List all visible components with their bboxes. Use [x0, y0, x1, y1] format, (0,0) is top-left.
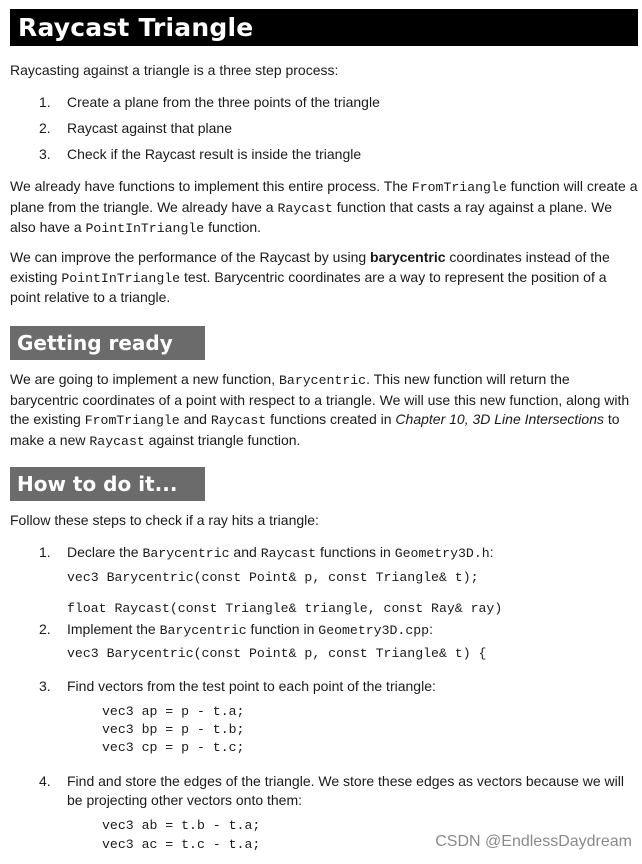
- paragraph-getting-ready: [10, 370, 638, 451]
- list-item: [0, 620, 642, 639]
- list-item: [0, 145, 642, 164]
- list-number: 4.: [39, 773, 51, 789]
- text-run: coordinates instead of the existing: [10, 249, 610, 285]
- code-line: vec3 Barycentric(const Point& p, const Triangle& t) {: [67, 646, 487, 661]
- list-number: 3.: [39, 146, 51, 162]
- text-run: :: [489, 544, 494, 560]
- code-inline: Raycast: [89, 433, 145, 449]
- text-run: against triangle function.: [144, 431, 301, 448]
- text-run: :: [429, 621, 433, 637]
- code-line: vec3 bp = p - t.b;: [102, 722, 245, 737]
- text-run: function in: [246, 621, 319, 637]
- follow-text: Follow these steps to check if a ray hits a triangle:: [10, 512, 319, 528]
- text-run: function.: [204, 219, 262, 235]
- text-run: functions in: [316, 544, 395, 560]
- text-run: test. Barycentric coordinates are a way to represent the position of a point relative to a triangle.: [10, 268, 607, 305]
- text-run: and: [229, 544, 261, 560]
- code-inline: Geometry3D.h: [394, 546, 490, 561]
- bold-text: barycentric: [370, 249, 446, 265]
- section-heading-how-to: How to do it...: [10, 467, 205, 501]
- text-run: We can improve the performance of the Raycast by using: [10, 249, 371, 265]
- text-run: . This new function will return the barycentric coordinates of a point with respect to a triangle. We will use this new function, along with the existing: [10, 371, 630, 427]
- list-item-text: Create a plane from the three points of the triangle: [67, 94, 380, 110]
- code-inline: Geometry3D.cpp: [318, 623, 430, 638]
- code-inline: Raycast: [277, 200, 333, 216]
- list-number: 1.: [39, 544, 51, 560]
- text-run: Declare the: [67, 544, 143, 560]
- code-line: vec3 Barycentric(const Point& p, const Triangle& t);: [67, 570, 479, 585]
- text-run: function that casts a ray against a plane. We also have a: [10, 198, 612, 235]
- code-inline: Raycast: [210, 413, 267, 428]
- list-number: 1.: [39, 94, 51, 110]
- list-item-text: [67, 620, 433, 640]
- list-item-text: Find and store the edges of the triangle. We store these edges as vectors because we will be projecting other vectors onto them:: [67, 773, 624, 808]
- list-number: 2.: [39, 120, 51, 136]
- text-run: We are going to implement a new function,: [10, 371, 280, 387]
- code-inline: Barycentric: [142, 546, 230, 561]
- text-run: Implement the: [67, 621, 160, 637]
- text-run: function will create a plane from the triangle. We already have a: [10, 178, 638, 215]
- list-item: [0, 677, 642, 696]
- list-item: [0, 119, 642, 138]
- code-inline: FromTriangle: [84, 413, 180, 428]
- code-inline: FromTriangle: [411, 180, 507, 195]
- code-line: vec3 ab = t.b - t.a;: [102, 818, 261, 833]
- list-item-text: [67, 543, 494, 563]
- list-item: [0, 93, 642, 112]
- code-inline: Raycast: [260, 546, 317, 561]
- intro-text: Raycasting against a triangle is a three step process:: [10, 62, 339, 78]
- list-item-text: Raycast against that plane: [67, 120, 232, 136]
- text-run: functions created in: [266, 411, 396, 427]
- list-item-text: Find vectors from the test point to each point of the triangle:: [67, 678, 436, 694]
- page-title: Raycast Triangle: [10, 9, 638, 46]
- code-inline: Barycentric: [159, 623, 247, 638]
- text-run: We already have functions to implement this entire process. The: [10, 178, 412, 194]
- paragraph-barycentric: [10, 248, 638, 308]
- code-inline: Barycentric: [279, 373, 367, 388]
- code-inline: PointInTriangle: [85, 221, 205, 236]
- list-item: [0, 772, 642, 812]
- code-line: vec3 cp = p - t.c;: [102, 740, 245, 755]
- list-number: 3.: [39, 678, 51, 694]
- paragraph-functions: [10, 177, 638, 239]
- italic-reference: Chapter 10, 3D Line Intersections: [395, 411, 604, 427]
- code-line: vec3 ap = p - t.a;: [102, 704, 245, 719]
- code-inline: PointInTriangle: [61, 270, 181, 286]
- text-run: and: [179, 411, 211, 427]
- text-run: to make a new: [10, 411, 620, 448]
- code-line: float Raycast(const Triangle& triangle, const Ray& ray): [67, 601, 503, 616]
- list-number: 2.: [39, 621, 51, 637]
- watermark-text: CSDN @EndlessDaydream: [435, 833, 632, 850]
- code-line: vec3 ac = t.c - t.a;: [102, 837, 261, 852]
- section-heading-getting-ready: Getting ready: [10, 326, 205, 360]
- list-item: [0, 543, 642, 562]
- list-item-text: Check if the Raycast result is inside the triangle: [67, 146, 362, 162]
